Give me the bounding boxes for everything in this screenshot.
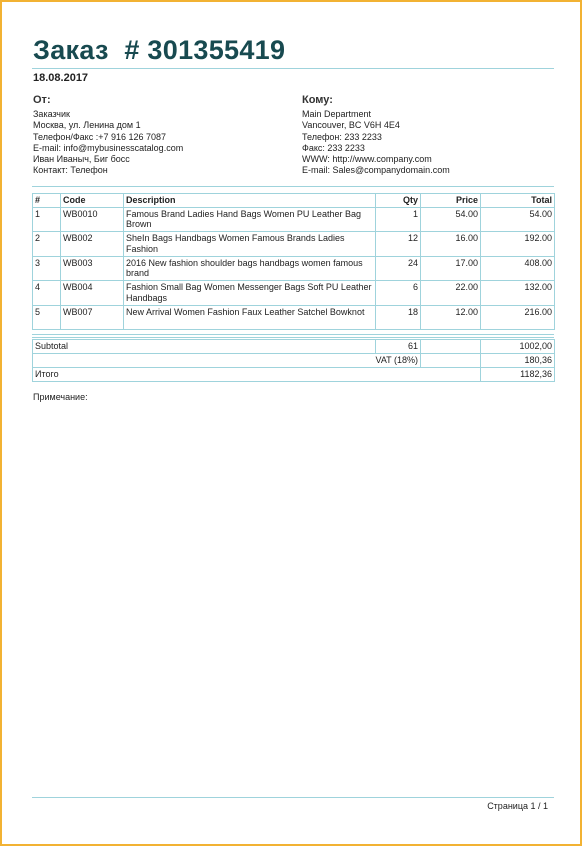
row-number: 3	[33, 256, 61, 281]
row-code: WB0010	[61, 207, 124, 232]
table-row	[33, 256, 555, 281]
row-qty: 1	[376, 207, 421, 232]
subtotal-value: 1002,00	[481, 340, 555, 354]
totals-table	[32, 339, 555, 382]
table-row	[33, 281, 555, 306]
row-code: WB003	[61, 256, 124, 281]
order-date: 18.08.2017	[33, 72, 89, 84]
vat-price-cell	[421, 354, 481, 368]
vat-row	[33, 354, 555, 368]
vat-value: 180,36	[481, 354, 555, 368]
row-qty: 12	[376, 232, 421, 257]
row-description: 2016 New fashion shoulder bags handbags women famous brand	[124, 256, 376, 281]
vat-label: VAT (18%)	[33, 354, 421, 368]
recipient-line: Телефон: 233 2233	[302, 131, 382, 142]
row-price: 22.00	[421, 281, 481, 306]
table-header-row	[33, 194, 555, 208]
subtotal-price-cell	[421, 340, 481, 354]
row-total: 132.00	[481, 281, 555, 306]
row-description: Fashion Small Bag Women Messenger Bags Soft PU Leather Handbags	[124, 281, 376, 306]
grand-total-row	[33, 368, 555, 382]
subtotal-qty: 61	[376, 340, 421, 354]
row-price: 54.00	[421, 207, 481, 232]
sender-heading: От:	[33, 94, 51, 106]
table-row	[33, 232, 555, 257]
row-total: 216.00	[481, 305, 555, 330]
sender-block	[33, 94, 283, 177]
row-code: WB004	[61, 281, 124, 306]
note-label: Примечание:	[33, 392, 88, 402]
column-header-qty: Qty	[376, 194, 421, 208]
grand-total-value: 1182,36	[481, 368, 555, 382]
sender-line: Москва, ул. Ленина дом 1	[33, 120, 141, 131]
column-header-price: Price	[421, 194, 481, 208]
row-description: Famous Brand Ladies Hand Bags Women PU Leather Bag Brown	[124, 207, 376, 232]
title-divider	[32, 68, 554, 69]
row-description: SheIn Bags Handbags Women Famous Brands Ladies Fashion	[124, 232, 376, 257]
table-row	[33, 207, 555, 232]
sender-line: Контакт: Телефон	[33, 165, 108, 176]
row-total: 408.00	[481, 256, 555, 281]
row-price: 16.00	[421, 232, 481, 257]
column-header-number: #	[33, 194, 61, 208]
page-number: Страница 1 / 1	[487, 801, 548, 811]
recipient-line: E-mail: Sales@companydomain.com	[302, 165, 450, 176]
recipient-line: Факс: 233 2233	[302, 142, 365, 153]
items-table	[32, 193, 555, 330]
sender-line: Заказчик	[33, 109, 70, 119]
subtotal-label: Subtotal	[33, 340, 376, 354]
row-number: 4	[33, 281, 61, 306]
column-header-code: Code	[61, 194, 124, 208]
recipient-block	[302, 94, 552, 177]
row-number: 1	[33, 207, 61, 232]
recipient-line: Vancouver, BC V6H 4E4	[302, 120, 400, 131]
row-description: New Arrival Women Fashion Faux Leather Satchel Bowknot	[124, 305, 376, 330]
footer-divider	[32, 797, 554, 798]
order-title: Заказ # 301355419	[33, 35, 286, 65]
recipient-line: WWW: http://www.company.com	[302, 154, 432, 165]
row-number: 5	[33, 305, 61, 330]
sender-line: Телефон/Факс :+7 916 126 7087	[33, 131, 167, 142]
row-qty: 24	[376, 256, 421, 281]
recipient-line: Main Department	[302, 109, 372, 119]
row-qty: 6	[376, 281, 421, 306]
row-price: 17.00	[421, 256, 481, 281]
recipient-heading: Кому:	[302, 94, 333, 106]
subtotal-row	[33, 340, 555, 354]
row-number: 2	[33, 232, 61, 257]
row-qty: 18	[376, 305, 421, 330]
address-divider	[32, 186, 554, 187]
row-total: 54.00	[481, 207, 555, 232]
grand-total-label: Итого	[33, 368, 481, 382]
column-header-total: Total	[481, 194, 555, 208]
column-header-description: Description	[124, 194, 376, 208]
sender-line: Иван Иваныч, Биг босс	[33, 154, 130, 165]
table-row	[33, 305, 555, 330]
row-code: WB002	[61, 232, 124, 257]
row-price: 12.00	[421, 305, 481, 330]
row-total: 192.00	[481, 232, 555, 257]
row-code: WB007	[61, 305, 124, 330]
totals-divider	[32, 334, 554, 338]
sender-line: E-mail: info@mybusinesscatalog.com	[33, 142, 184, 153]
